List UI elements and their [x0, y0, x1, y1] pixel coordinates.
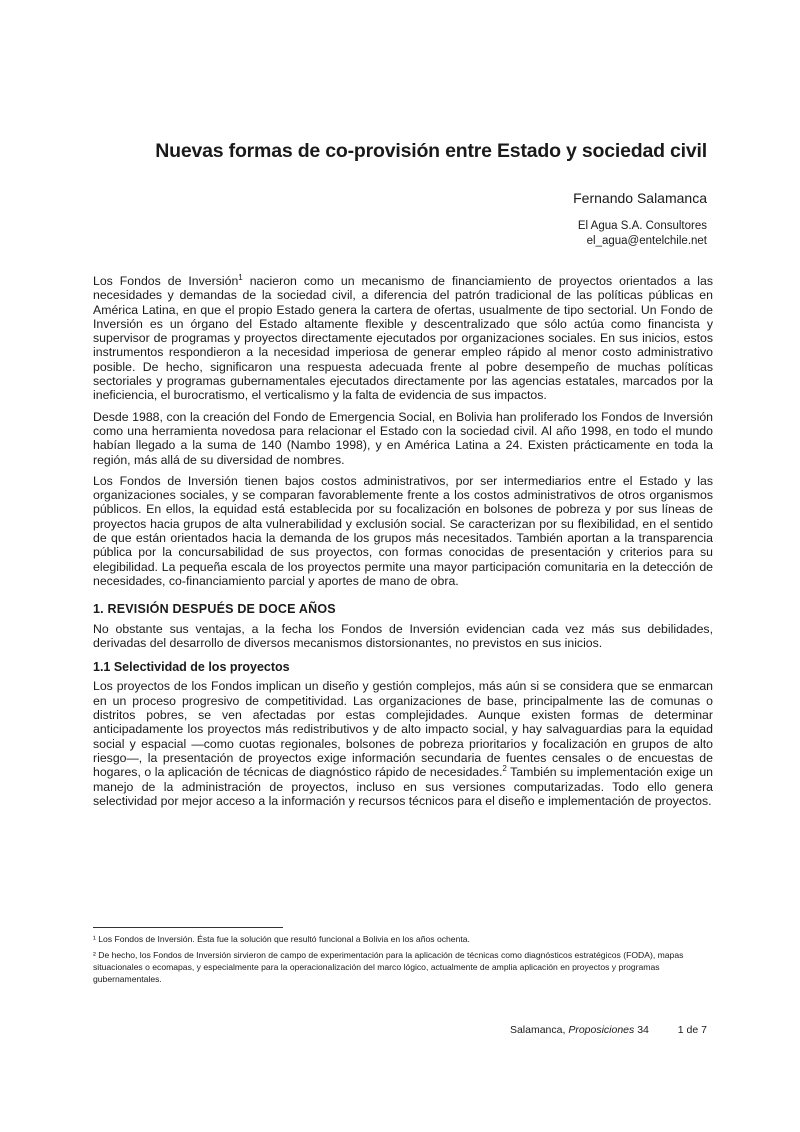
author-affiliation-block: [578, 219, 707, 248]
article-body: [93, 274, 713, 815]
footnotes: [93, 933, 713, 989]
author-name: Fernando Salamanca: [573, 190, 707, 206]
section-1-heading: 1. REVISIÓN DESPUÉS DE DOCE AÑOS: [93, 602, 336, 617]
footer-author: Salamanca,: [509, 1024, 566, 1036]
section-1-1-paragraph-start: Los proyectos de los Fondos implican un diseño y gestión complejos, más aún si se considera que se enmarcan en un proceso progresivo de competitividad. Las organizaciones de base, principalmente las de comunas o distritos pobres, se ven afectadas por estas complejidades. Aunque existen formas de determinar anticipadamente los proyectos más redistributivos y de alto impacto social, y hay salvaguardias para la equidad social y espacial —como cuotas regionales, bolsones de pobreza prioritarios y focalización en grupos de alto riesgo—, la presentación de proyectos exige información secundaria de fuentes censales o de encuestas de hogares, o la aplicación de técnicas de diagnóstico rápido de necesidades.: [93, 679, 713, 780]
intro-paragraph-3: Los Fondos de Inversión tienen bajos costos administrativos, por ser intermediarios entre el Estado y las organizaciones sociales, y se comparan favorablemente frente a los costos administrativos de otros organismos públicos. En ellos, la equidad está establecida por su focalización en bolsones de pobreza y por sus líneas de proyectos hacia grupos de alta vulnerabilidad y exclusión social. Se caracterizan por su flexibilidad, en el sentido de que están orientados hacia la demanda de los grupos más necesitados. También aportan a la transparencia pública por la concursabilidad de sus proyectos, con formas conocidas de presentación y criterios para su elegibilidad. La pequeña escala de los proyectos permite una mayor participación comunitaria en la detección de necesidades, co-financiamiento parcial y aportes de mano de obra.: [93, 473, 713, 588]
intro-paragraph-2: Desde 1988, con la creación del Fondo de Emergencia Social, en Bolivia han proliferado los Fondos de Inversión como una herramienta novedosa para relacionar el Estado con la sociedad civil. Al año 1998, en todo el mundo habían llegado a la suma de 140 (Nambo 1998), y en América Latina a 24. Existen prácticamente en toda la región, más allá de su diversidad de nombres.: [93, 409, 713, 467]
section-1-1-heading: 1.1 Selectividad de los proyectos: [93, 660, 290, 675]
intro-paragraph-1-start: Los Fondos de Inversión: [93, 274, 239, 288]
footer-journal: Proposiciones: [568, 1024, 635, 1036]
article-title: Nuevas formas de co-provisión entre Estado y sociedad civil: [155, 140, 707, 162]
footnote-2: ² De hecho, los Fondos de Inversión sirvieron de campo de experimentación para la aplicación de técnicas como diagnósticos estratégicos (FODA), mapas situacionales o ecomapas, y especialmente para la operacionalización del marco lógico, actualmente de amplia aplicación en proyectos y programas gubernamentales.: [93, 950, 684, 984]
footnote-divider: [93, 927, 283, 928]
footnote-1: ¹ Los Fondos de Inversión. Ésta fue la solución que resultó funcional a Bolivia en los años ochenta.: [93, 934, 470, 944]
footnote-ref-2[interactable]: 2: [502, 764, 507, 774]
intro-paragraph-1-rest: nacieron como un mecanismo de financiamiento de proyectos orientados a las necesidades y demandas de la sociedad civil, a diferencia del patrón tradicional de las políticas públicas en América Latina, en que el propio Estado genera la cartera de ofertas, usualmente de tipo sectorial. Un Fondo de Inversión es un órgano del Estado altamente flexible y descentralizado que sólo actúa como financista y supervisor de programas y proyectos directamente ejecutados por organizaciones sociales. En sus inicios, estos instrumentos respondieron a la necesidad imperiosa de generar empleo rápido al menor costo administrativo posible. De hecho, significaron una respuesta adecuada frente al pobre desempeño de muchas políticas sectoriales y programas gubernamentales ejecutados directamente por las agencias estatales, marcados por la ineficiencia, el burocratismo, el verticalismo y la falta de evidencia de sus impactos.: [93, 274, 713, 403]
page-number: 1 de 7: [677, 1024, 707, 1036]
page-footer: [510, 1024, 707, 1036]
section-1-paragraph: No obstante sus ventajas, a la fecha los Fondos de Inversión evidencian cada vez más sus debilidades, derivadas del desarrollo de diversos mecanismos distorsionantes, no previstos en sus inicios.: [93, 621, 713, 650]
affiliation: El Agua S.A. Consultores: [577, 220, 707, 232]
section-1-1-paragraph-rest: También su implementación exige un manejo de la administración de proyectos, incluso en sus versiones computarizadas. Todo ello genera selectividad por mejor acceso a la información y recursos técnicos para el diseño e implementación de proyectos.: [93, 765, 713, 808]
intro-paragraph-1: [93, 274, 713, 403]
section-1-1-paragraph: [93, 679, 713, 808]
footer-issue: 34: [637, 1024, 649, 1036]
author-email[interactable]: el_agua@entelchile.net: [586, 234, 707, 247]
footnote-ref-1[interactable]: 1: [238, 273, 243, 282]
